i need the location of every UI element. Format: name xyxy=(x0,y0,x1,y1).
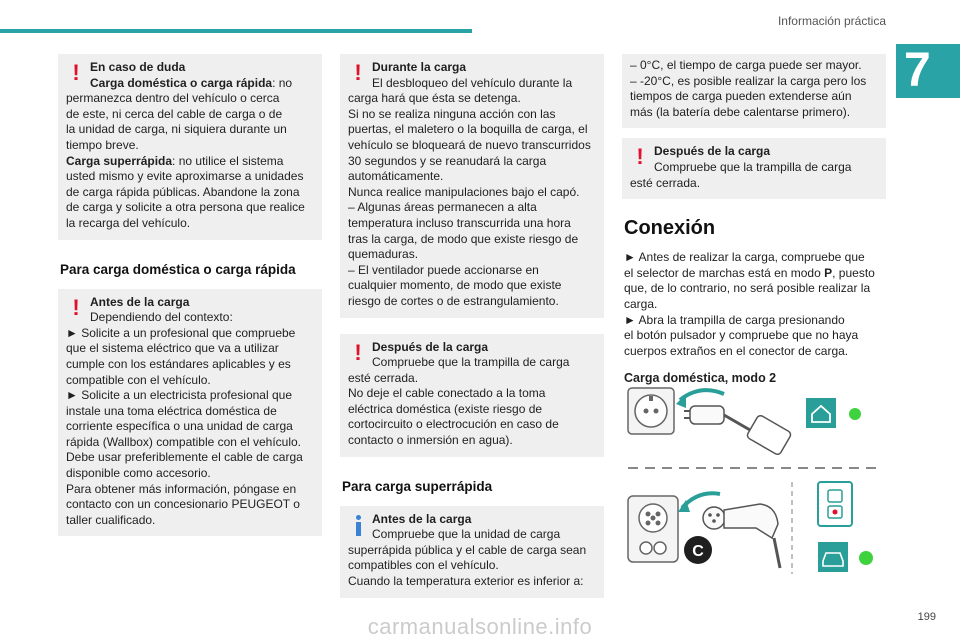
gear-mode: P xyxy=(824,265,833,280)
page-number: 199 xyxy=(917,611,936,623)
bold-term: Carga doméstica o carga rápida xyxy=(90,75,273,90)
home-icon xyxy=(806,398,836,428)
box-line: – El ventilador puede accionarse en xyxy=(348,262,539,277)
column-2 xyxy=(340,54,604,598)
box-line: 30 segundos y se reanudará la carga xyxy=(348,153,547,168)
connector-badge-icon xyxy=(684,536,712,564)
box-line: cumple con los estándares aplicables y es xyxy=(66,356,291,371)
para-line: ► Antes de realizar la carga, compruebe que xyxy=(624,250,865,265)
text: , puesto xyxy=(832,265,875,280)
box-line: esté cerrada. xyxy=(348,370,419,385)
fast-charge-socket-icon xyxy=(628,496,678,562)
para-line: cuerpos extraños en el conector de carga. xyxy=(624,343,849,358)
para-line xyxy=(624,266,886,282)
warning-icon: ! xyxy=(354,60,362,85)
box-line: Compruebe que la trampilla de carga xyxy=(372,355,570,370)
vehicle-icon xyxy=(818,542,848,572)
box-line: – 0°C, el tiempo de carga puede ser mayor. xyxy=(630,58,862,72)
text: : no utilice el sistema xyxy=(172,153,284,168)
warning-icon: ! xyxy=(72,60,80,85)
box-line: contacto con un concesionario PEUGEOT o xyxy=(66,497,300,512)
box-line: Si no se realiza ninguna acción con las xyxy=(348,106,556,121)
box-line: esté cerrada. xyxy=(630,175,701,190)
connection-paragraph xyxy=(622,250,886,359)
box-line: de carga rápida públicas. Abandone la zona xyxy=(66,184,300,199)
box-line: puertas, el maletero o la boquilla de carga, el xyxy=(348,122,588,137)
box-line: cualquier momento, de modo que existe xyxy=(348,278,562,293)
box-line: Cuando la temperatura exterior es inferior a: xyxy=(348,574,584,589)
warning-box-during-charging xyxy=(340,54,604,318)
warning-box-before-charging xyxy=(58,289,322,537)
box-line: Compruebe que la trampilla de carga xyxy=(654,159,852,174)
box-line: ► Solicite a un profesional que compruebe xyxy=(66,325,296,340)
box-line: cortocircuito o electrocución en caso de xyxy=(348,417,559,432)
box-line: tras la carga, de modo que existe riesgo de xyxy=(348,231,579,246)
domestic-plug-cable-icon xyxy=(684,406,792,456)
header-accent-bar xyxy=(0,29,472,33)
warning-box-doubt xyxy=(58,54,322,240)
info-box-temperature-continued xyxy=(622,54,886,128)
box-title: En caso de duda xyxy=(90,60,186,74)
box-line: ► Solicite a un electricista profesional que xyxy=(66,388,292,403)
badge-letter: C xyxy=(692,543,704,560)
box-line: permanezca dentro del vehículo o cerca xyxy=(66,91,280,106)
box-line: la unidad de carga, ni siquiera durante un xyxy=(66,122,287,137)
box-line: que el sistema eléctrico que va a utilizar xyxy=(66,341,279,356)
chapter-number-tab: 7 xyxy=(896,44,960,98)
info-icon xyxy=(354,515,362,537)
box-line: quemaduras. xyxy=(348,247,419,262)
box-line: El desbloqueo del vehículo durante la xyxy=(372,75,573,90)
box-line: la recarga del vehículo. xyxy=(66,215,191,230)
box-line: riesgo de cortes o de estrangulamiento. xyxy=(348,293,559,308)
box-line: eléctrica doméstica (existe riesgo de xyxy=(348,401,543,416)
box-line: tiempo breve. xyxy=(66,137,139,152)
box-title: Después de la carga xyxy=(372,339,489,354)
box-line: No deje el cable conectado a la toma xyxy=(348,386,546,401)
box-line: disponible como accesorio. xyxy=(66,466,211,481)
box-title: Antes de la carga xyxy=(90,294,190,309)
box-line: usted mismo y evite aproximarse a unidades xyxy=(66,169,304,184)
box-line: compatible con el vehículo. xyxy=(66,372,211,387)
box-line: de carga y solicite a otra persona que realice xyxy=(66,200,305,215)
section-heading-home-charging: Para carga doméstica o carga rápida xyxy=(60,261,296,277)
box-line: – -20°C, es posible realizar la carga pero los xyxy=(630,73,867,88)
box-line: tiempos de carga pueden extenderse aún xyxy=(630,89,852,104)
bold-term: Carga superrápida xyxy=(66,153,173,168)
domestic-socket-icon xyxy=(628,388,674,434)
warning-box-after-charging xyxy=(340,334,604,457)
text: : no xyxy=(272,75,293,90)
box-line: instale una toma eléctrica doméstica de xyxy=(66,403,277,418)
box-line: de este, ni cerca del cable de carga o de xyxy=(66,106,283,121)
section-heading-superfast: Para carga superrápida xyxy=(342,478,493,494)
para-line: el botón pulsador y compruebe que no haya xyxy=(624,328,859,343)
box-title: Antes de la carga xyxy=(372,511,472,526)
para-line: carga. xyxy=(624,296,658,311)
box-line: Debe usar preferiblemente el cable de carga xyxy=(66,450,303,465)
box-line: Dependiendo del contexto: xyxy=(90,310,233,325)
type2-charging-gun-icon xyxy=(703,504,780,568)
box-line: rápida (Wallbox) compatible con el vehículo. xyxy=(66,434,302,449)
green-led-icon xyxy=(849,408,861,420)
box-line: carga hará que ésta se detenga. xyxy=(348,91,521,106)
charging-connection-illustration xyxy=(620,378,886,582)
column-1 xyxy=(58,54,322,536)
watermark: carmanualsonline.info xyxy=(367,614,593,639)
warning-icon: ! xyxy=(354,339,362,365)
charge-lock-indicator-icon xyxy=(818,482,852,526)
info-box-before-charging xyxy=(340,506,604,598)
box-line: taller cualificado. xyxy=(66,512,156,527)
section-heading-connection: Conexión xyxy=(624,217,716,240)
para-line: que, de lo contrario, no será posible realizar la xyxy=(624,281,871,296)
box-title: Durante la carga xyxy=(372,60,467,74)
box-line: vehículo se bloqueará de nuevo transcurridos xyxy=(348,137,591,152)
box-line: compatibles con el vehículo. xyxy=(348,558,499,573)
box-line xyxy=(66,76,314,92)
box-line: – Algunas áreas permanecen a alta xyxy=(348,200,537,215)
box-line: contacto o inmersión en agua). xyxy=(348,433,513,448)
subheading-home-charging-mode2: Carga doméstica, modo 2 xyxy=(624,371,777,386)
box-line: superrápida pública y el cable de carga sean xyxy=(348,542,587,557)
box-line: temperatura incluso transcurrida una hora xyxy=(348,215,571,230)
box-title: Después de la carga xyxy=(654,144,771,159)
box-line: Para obtener más información, póngase en xyxy=(66,481,297,496)
box-line: automáticamente. xyxy=(348,169,444,184)
box-line xyxy=(66,154,314,170)
warning-icon: ! xyxy=(72,294,80,320)
warning-icon: ! xyxy=(636,144,644,170)
para-line: ► Abra la trampilla de carga presionando xyxy=(624,312,845,327)
box-line: corriente específica o una unidad de carga xyxy=(66,419,293,434)
page-header-title: Información práctica xyxy=(777,14,886,28)
column-3 xyxy=(622,54,886,385)
box-line: Compruebe que la unidad de carga xyxy=(372,527,561,542)
green-led-icon xyxy=(859,551,873,565)
insert-arrow-icon xyxy=(680,390,724,400)
box-line: más (la batería debe calentarse primero). xyxy=(630,104,851,119)
warning-box-after-charging-2 xyxy=(622,138,886,199)
box-line: Nunca realice manipulaciones bajo el capó. xyxy=(348,184,580,199)
text: el selector de marchas está en modo xyxy=(624,265,825,280)
